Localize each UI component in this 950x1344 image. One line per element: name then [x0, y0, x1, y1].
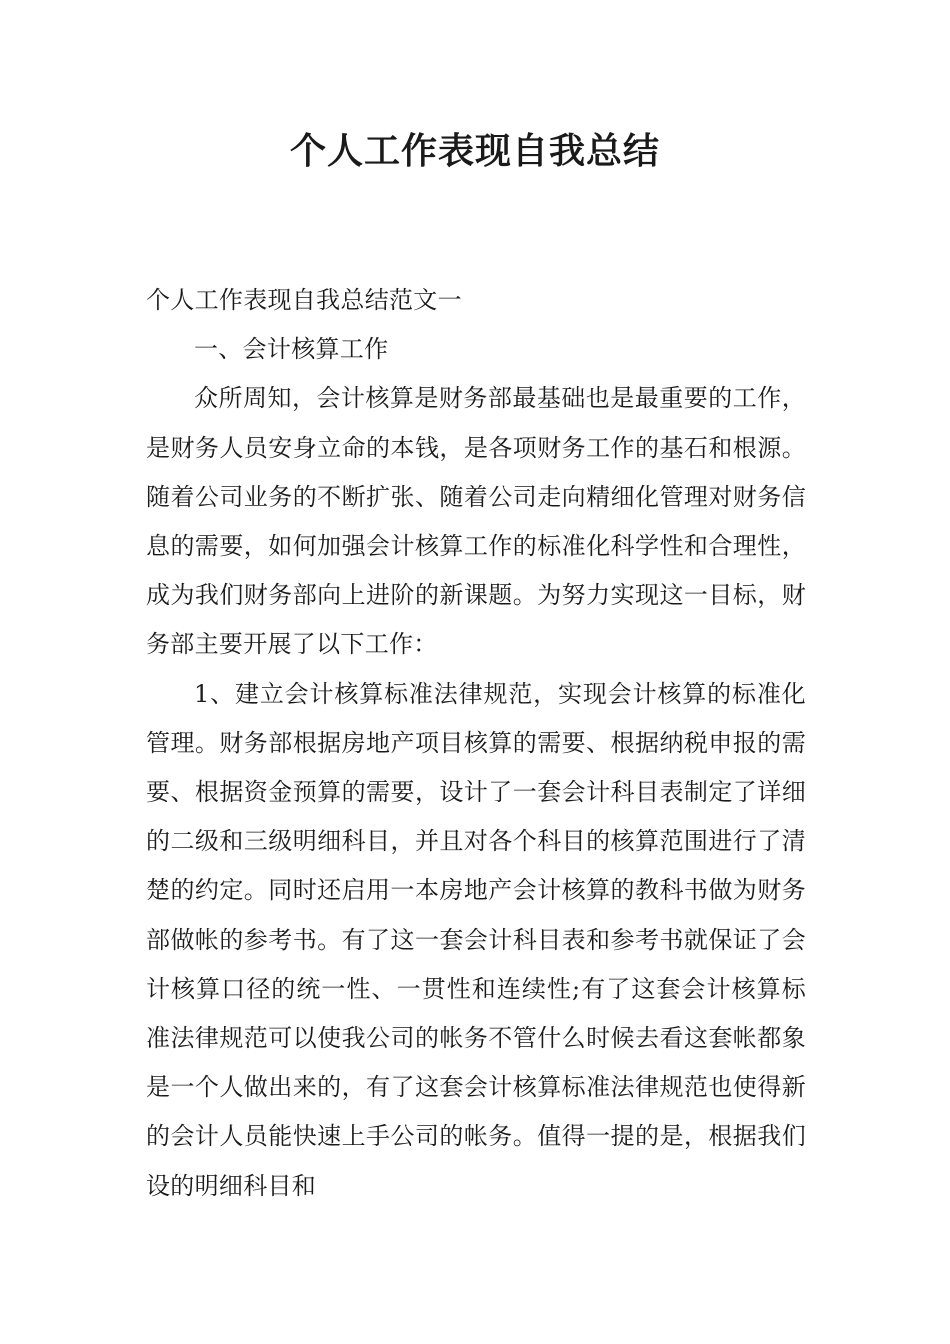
paragraph-intro: 众所周知，会计核算是财务部最基础也是最重要的工作，是财务人员安身立命的本钱，是各项财务工作的基石和根源。随着公司业务的不断扩张、随着公司走向精细化管理对财务信息的需要，如何加强会计核算工作的标准化科学性和合理性，成为我们财务部向上进阶的新课题。为努力实现这一目标，财务部主要开展了以下工作：	[146, 384, 806, 659]
section-heading: 一、会计核算工作	[194, 335, 389, 364]
document-body	[146, 276, 806, 1211]
document-title: 个人工作表现自我总结	[289, 130, 660, 172]
document-subtitle: 个人工作表现自我总结范文一	[146, 286, 462, 314]
paragraph-item-1: 1、建立会计核算标准法律规范，实现会计核算的标准化管理。财务部根据房地产项目核算的需要、根据纳税申报的需要、根据资金预算的需要，设计了一套会计科目表制定了详细的二级和三级明细科目，并且对各个科目的核算范围进行了清楚的约定。同时还启用一本房地产会计核算的教科书做为财务部做帐的参考书。有了这一套会计科目表和参考书就保证了会计核算口径的统一性、一贯性和连续性;有了这套会计核算标准法律规范可以使我公司的帐务不管什么时候去看这套帐都象是一个人做出来的，有了这套会计核算标准法律规范也使得新的会计人员能快速上手公司的帐务。值得一提的是，根据我们设的明细科目和	[146, 679, 806, 1200]
